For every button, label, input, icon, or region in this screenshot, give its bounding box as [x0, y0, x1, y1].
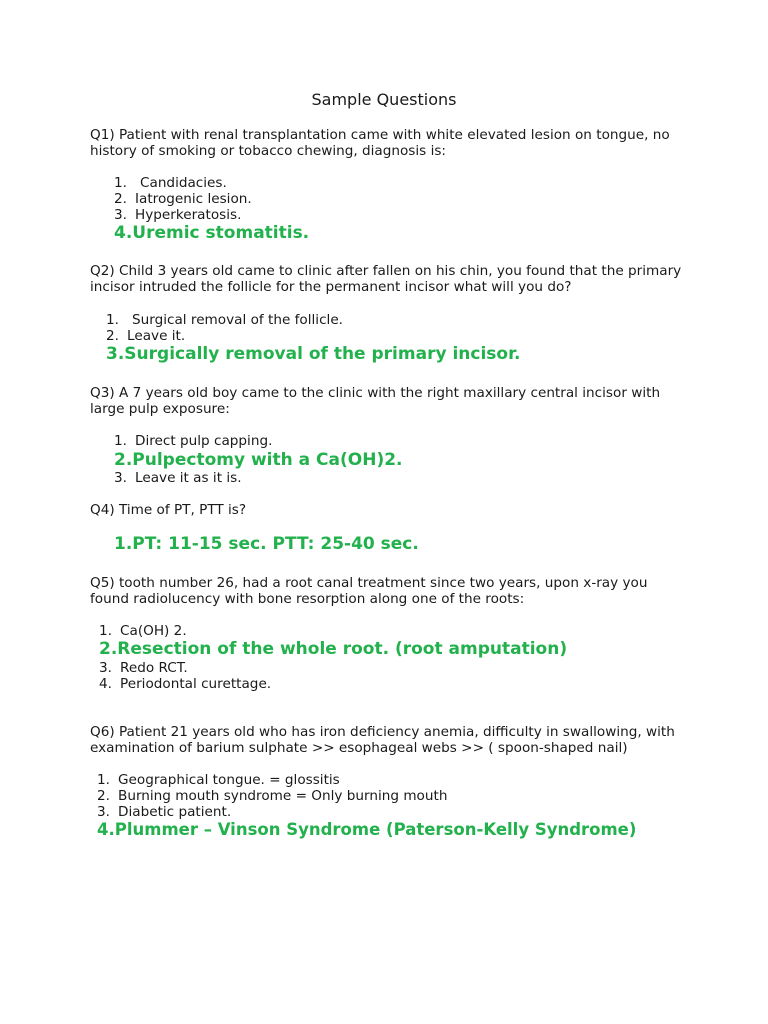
option-text: Iatrogenic lesion.: [135, 191, 252, 207]
question-2-text: Q2) Child 3 years old came to clinic after fallen on his chin, you found that the primary incisor intruded the follicle for the permanent incisor what will you do?: [90, 263, 682, 295]
question-4-text: Q4) Time of PT, PTT is?: [90, 502, 247, 518]
question-3-option-3: [114, 470, 242, 486]
question-5-text: Q5) tooth number 26, had a root canal treatment since two years, upon x-ray you found radiolucency with bone resorption along one of the roots:: [90, 575, 648, 607]
option-number: 3.: [97, 804, 110, 820]
option-text: Periodontal curettage.: [120, 676, 272, 692]
option-number: 1.: [114, 175, 127, 191]
option-text: Hyperkeratosis.: [135, 207, 242, 223]
option-text: Surgical removal of the follicle.: [132, 312, 344, 328]
option-number: 2.: [106, 328, 119, 344]
option-number: 3.: [114, 470, 127, 486]
option-number: 1.: [99, 623, 112, 639]
question-1-option-1: [114, 175, 227, 191]
question-6-option-1: [97, 772, 340, 788]
option-text: Redo RCT.: [120, 660, 188, 676]
question-5-option-4: [99, 676, 271, 692]
question-1-text: Q1) Patient with renal transplantation came with white elevated lesion on tongue, no history of smoking or tobacco chewing, diagnosis is:: [90, 127, 670, 159]
answer-number: 2.: [99, 639, 118, 659]
option-number: 2.: [114, 191, 127, 207]
question-6-text: Q6) Patient 21 years old who has iron deficiency anemia, difficulty in swallowing, with examination of barium sulphate >> esophageal webs >> ( spoon-shaped nail): [90, 724, 675, 756]
option-number: 2.: [97, 788, 110, 804]
option-number: 3.: [99, 660, 112, 676]
option-text: Burning mouth syndrome = Only burning mouth: [118, 788, 448, 804]
option-number: 1.: [114, 433, 127, 449]
question-2-option-1: [106, 312, 343, 328]
answer-text: PT: 11-15 sec. PTT: 25-40 sec.: [132, 534, 419, 554]
option-text: Diabetic patient.: [118, 804, 232, 820]
answer-number: 4.: [114, 223, 133, 243]
question-1-answer: [114, 223, 309, 243]
answer-text: Uremic stomatitis.: [132, 223, 310, 243]
answer-number: 2.: [114, 450, 133, 470]
question-4-answer: [114, 534, 419, 554]
question-2-option-2: [106, 328, 185, 344]
question-3-text: Q3) A 7 years old boy came to the clinic with the right maxillary central incisor with large pulp exposure:: [90, 385, 661, 417]
question-3-answer: [114, 450, 403, 470]
answer-number: 3.: [106, 344, 125, 364]
question-1-option-3: [114, 207, 241, 223]
option-text: Direct pulp capping.: [135, 433, 273, 449]
option-text: Leave it as it is.: [135, 470, 242, 486]
option-number: 1.: [97, 772, 110, 788]
answer-text: Plummer – Vinson Syndrome (Paterson-Kelly Syndrome): [114, 820, 637, 839]
option-number: 3.: [114, 207, 127, 223]
question-5-answer: [99, 639, 567, 659]
answer-text: Pulpectomy with a Ca(OH)2.: [132, 450, 403, 470]
question-6-option-3: [97, 804, 231, 820]
page-title: Sample Questions: [311, 90, 457, 109]
answer-number: 4.: [97, 820, 115, 839]
option-text: Ca(OH) 2.: [120, 623, 187, 639]
question-6-option-2: [97, 788, 447, 804]
answer-number: 1.: [114, 534, 133, 554]
option-number: 1.: [106, 312, 119, 328]
question-3-option-1: [114, 433, 272, 449]
answer-text: Surgically removal of the primary incisor.: [124, 344, 521, 364]
question-6-answer: [97, 820, 636, 840]
question-5-option-3: [99, 660, 188, 676]
option-number: 4.: [99, 676, 112, 692]
answer-text: Resection of the whole root. (root amputation): [117, 639, 568, 659]
option-text: Geographical tongue. = glossitis: [118, 772, 340, 788]
option-text: Candidacies.: [140, 175, 227, 191]
question-2-answer: [106, 344, 521, 364]
question-1-option-2: [114, 191, 252, 207]
option-text: Leave it.: [127, 328, 186, 344]
question-5-option-1: [99, 623, 187, 639]
